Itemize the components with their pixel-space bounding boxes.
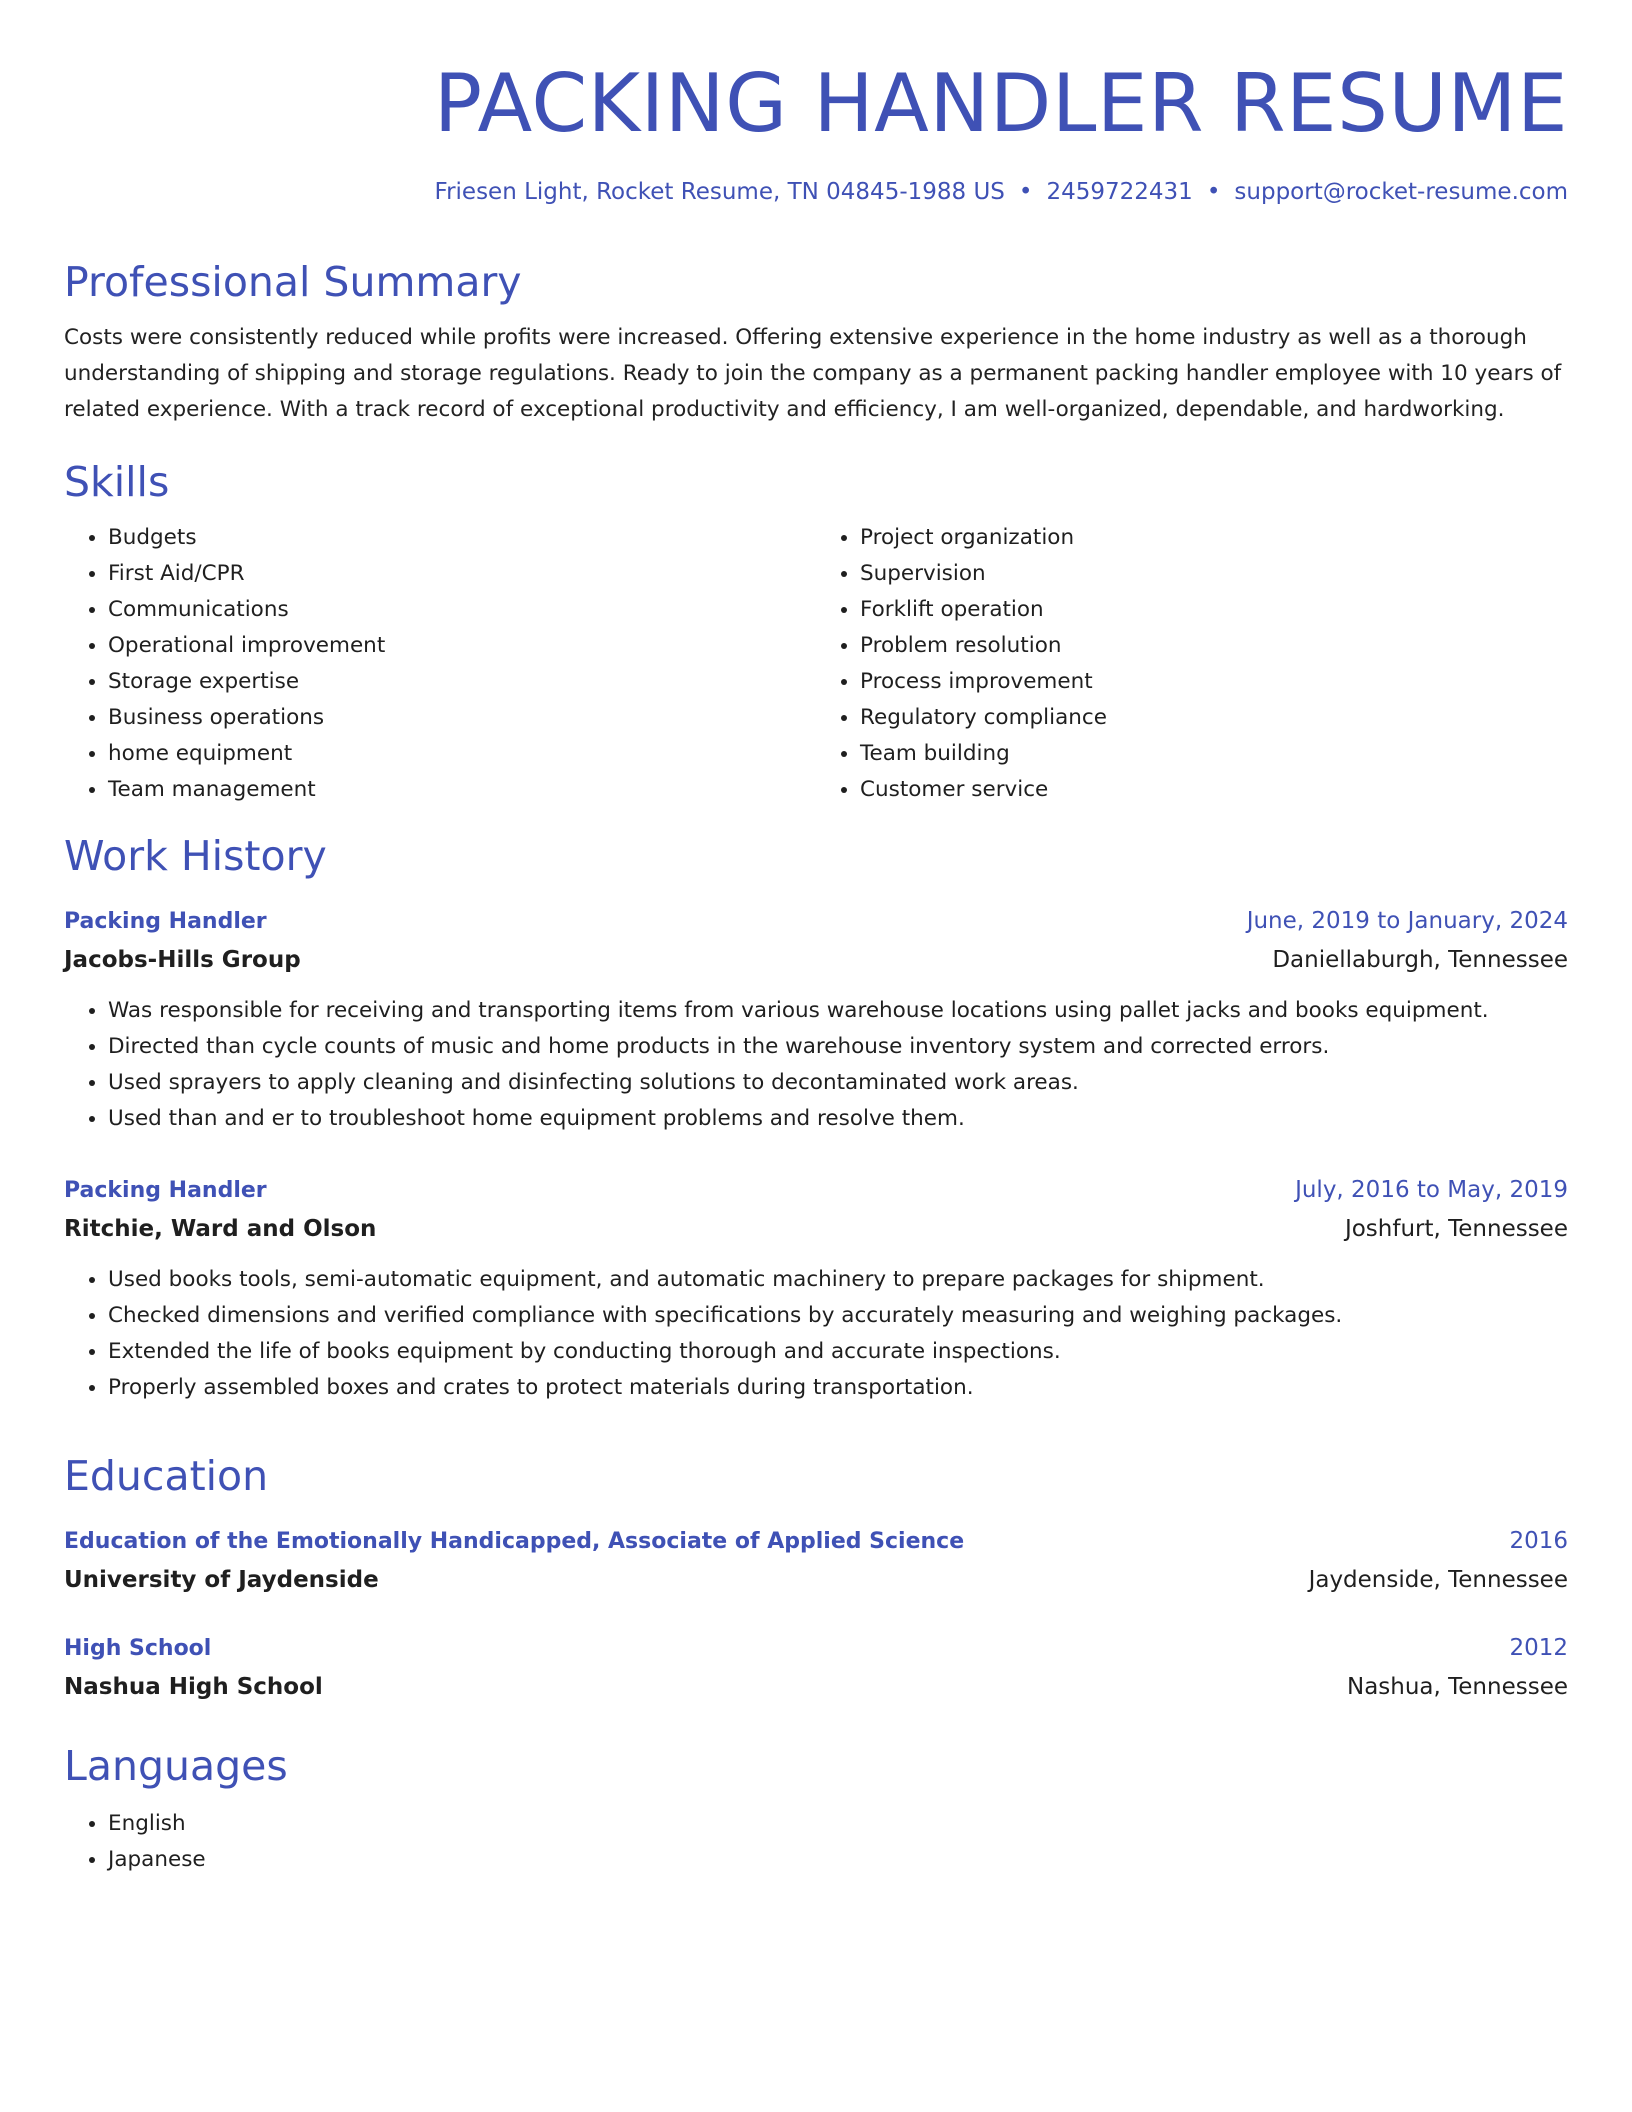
job-company-row: [64, 941, 1568, 979]
job-bullet: • Used sprayers to apply cleaning and disinfecting solutions to decontaminated work areas.: [108, 1065, 1568, 1101]
job-bullet: • Used books tools, semi-automatic equipment, and automatic machinery to prepare packages for shipment.: [108, 1262, 1568, 1298]
job-entry: [64, 902, 1568, 1137]
job-role: Packing Handler: [64, 1178, 267, 1203]
contact-line: [64, 176, 1568, 208]
skill-item: • Business operations: [108, 700, 816, 736]
education-school-row: [64, 1561, 1568, 1599]
education-heading: Education: [64, 1452, 269, 1500]
skill-item: • Team building: [860, 736, 1568, 772]
skill-item: • Operational improvement: [108, 628, 816, 664]
education-school: University of Jaydenside: [64, 1567, 379, 1593]
skill-item: • Supervision: [860, 556, 1568, 592]
summary-heading: Professional Summary: [64, 258, 522, 306]
job-header-row: [64, 902, 1568, 941]
education-location: Nashua, Tennessee: [1346, 1674, 1568, 1700]
skill-item: • Process improvement: [860, 664, 1568, 700]
contact-email[interactable]: support@rocket-resume.com: [1234, 179, 1568, 205]
languages-list: [64, 1806, 1568, 1878]
skill-item: • Regulatory compliance: [860, 700, 1568, 736]
job-bullets: [64, 993, 1568, 1137]
languages-heading: Languages: [64, 1742, 288, 1790]
language-item: • English: [108, 1806, 1568, 1842]
contact-separator: •: [1018, 179, 1033, 205]
education-entry: [64, 1522, 1568, 1599]
contact-phone: 2459722431: [1046, 179, 1193, 205]
job-dates: July, 2016 to May, 2019: [1295, 1177, 1568, 1203]
education-entry: [64, 1629, 1568, 1706]
job-entry: [64, 1171, 1568, 1406]
job-bullet: • Properly assembled boxes and crates to protect materials during transportation.: [108, 1370, 1568, 1406]
education-year: 2016: [1509, 1528, 1568, 1554]
skill-item: • Storage expertise: [108, 664, 816, 700]
skills-list-right: [816, 520, 1568, 808]
job-company-row: [64, 1210, 1568, 1248]
skills-heading: Skills: [64, 458, 170, 506]
resume-title: PACKING HANDLER RESUME: [433, 57, 1568, 150]
job-bullet: • Was responsible for receiving and transporting items from various warehouse locations using pallet jacks and books equipment.: [108, 993, 1568, 1029]
education-degree: High School: [64, 1636, 212, 1661]
education-location: Jaydenside, Tennessee: [1308, 1567, 1568, 1593]
skills-columns: [64, 520, 1568, 808]
job-company: Jacobs-Hills Group: [64, 947, 301, 973]
skill-item: • home equipment: [108, 736, 816, 772]
education-year: 2012: [1509, 1635, 1568, 1661]
job-dates: June, 2019 to January, 2024: [1246, 908, 1568, 934]
contact-address: Friesen Light, Rocket Resume, TN 04845-1988 US: [434, 179, 1005, 205]
job-location: Joshfurt, Tennessee: [1344, 1216, 1568, 1242]
education-school-row: [64, 1668, 1568, 1706]
job-company: Ritchie, Ward and Olson: [64, 1216, 377, 1242]
job-bullet: • Extended the life of books equipment by conducting thorough and accurate inspections.: [108, 1334, 1568, 1370]
skill-item: • Forklift operation: [860, 592, 1568, 628]
skill-item: • Communications: [108, 592, 816, 628]
work-history-heading: Work History: [64, 832, 327, 880]
resume-header: [64, 0, 1568, 208]
job-location: Daniellaburgh, Tennessee: [1272, 947, 1568, 973]
job-bullets: [64, 1262, 1568, 1406]
skill-item: • First Aid/CPR: [108, 556, 816, 592]
skill-item: • Budgets: [108, 520, 816, 556]
skill-item: • Team management: [108, 772, 816, 808]
language-item: • Japanese: [108, 1842, 1568, 1878]
skill-item: • Customer service: [860, 772, 1568, 808]
education-degree-row: [64, 1522, 1568, 1561]
job-header-row: [64, 1171, 1568, 1210]
skill-item: • Project organization: [860, 520, 1568, 556]
job-bullet: • Used than and er to troubleshoot home equipment problems and resolve them.: [108, 1101, 1568, 1137]
education-degree-row: [64, 1629, 1568, 1668]
skills-list-left: [64, 520, 816, 808]
education-school: Nashua High School: [64, 1674, 323, 1700]
job-bullet: • Directed than cycle counts of music and home products in the warehouse inventory system and corrected errors.: [108, 1029, 1568, 1065]
job-bullet: • Checked dimensions and verified compliance with specifications by accurately measuring and weighing packages.: [108, 1298, 1568, 1334]
summary-text: Costs were consistently reduced while profits were increased. Offering extensive experience in the home industry as well as a thorough understanding of shipping and storage regulations. Ready to join the company as a permanent packing handler employee with 10 years of related experience. With a track record of exceptional productivity and efficiency, I am well-organized, dependable, and hardworking.: [64, 325, 1562, 422]
contact-separator: •: [1206, 179, 1221, 205]
education-degree: Education of the Emotionally Handicapped, Associate of Applied Science: [64, 1529, 965, 1554]
job-role: Packing Handler: [64, 909, 267, 934]
skill-item: • Problem resolution: [860, 628, 1568, 664]
